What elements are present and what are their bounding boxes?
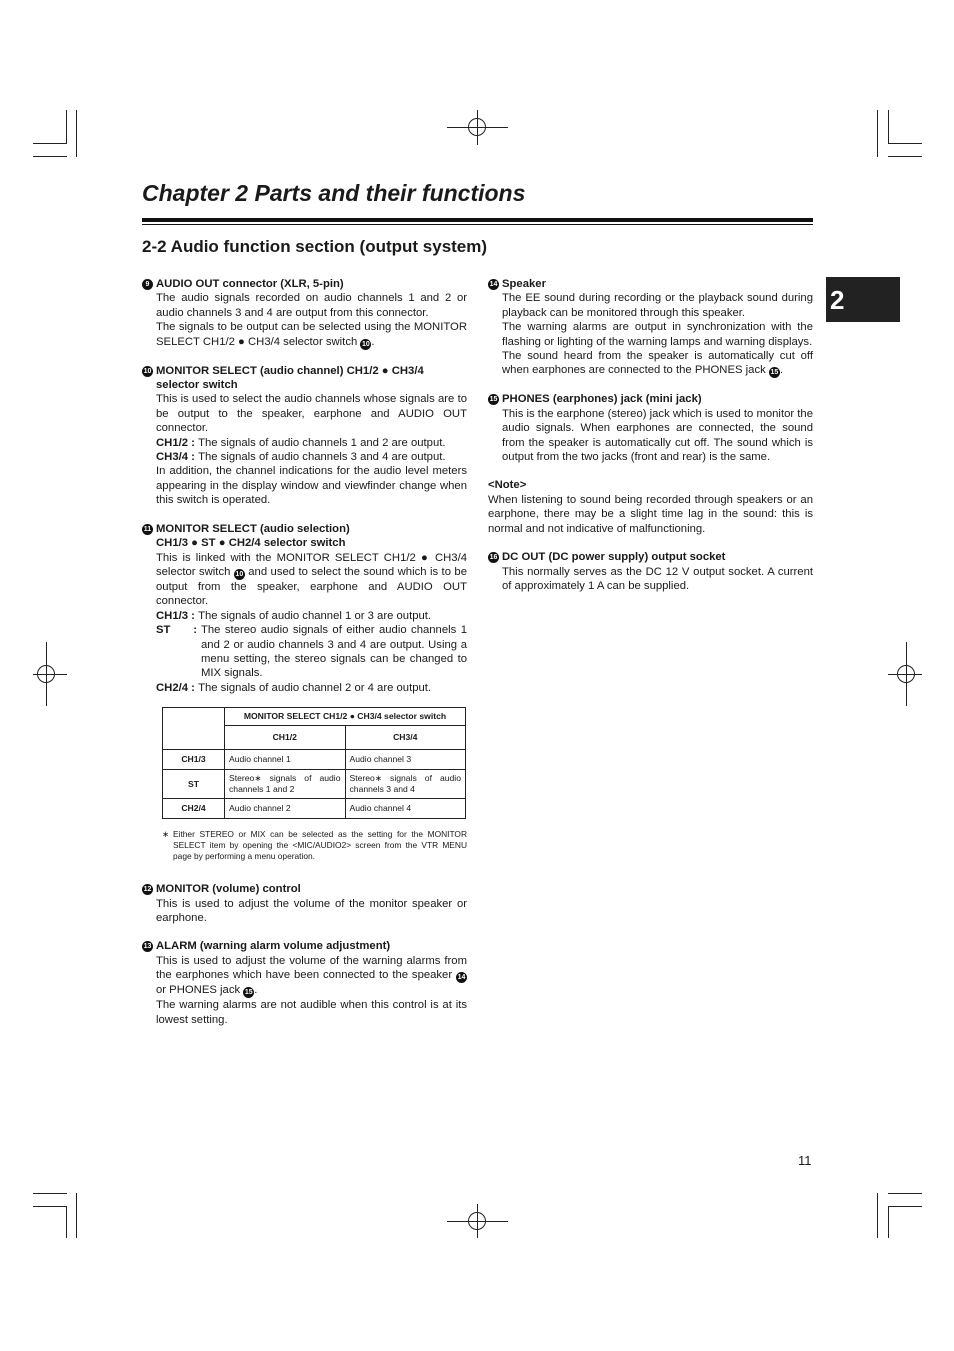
paragraph: This normally serves as the DC 12 V output socket. A current of approximately 1 A can be supplied. (502, 565, 813, 592)
reference-badge: 14 (457, 974, 466, 982)
definition-term: CH2/4 : (156, 681, 195, 694)
table-footnote (162, 829, 467, 862)
footnote-text: Either STEREO or MIX can be selected as the setting for the MONITOR SELECT item by opening the <MIC/AUDIO2> screen from the VTR MENU page by performing a menu operation. (173, 829, 467, 862)
definition-row (156, 436, 467, 450)
crop-mark (33, 143, 67, 144)
item-heading (488, 392, 813, 406)
text: and used to select the sound which is to be output from the speaker, earphone and AUDIO OUT connector. (156, 565, 467, 608)
registration-mark (37, 665, 55, 683)
item-heading (142, 939, 467, 953)
item-number-badge: 13 (143, 943, 152, 951)
paragraph: This is the earphone (stereo) jack which is used to monitor the audio signals. When earphones are connected, the sound from the speaker is automatically cut off. The sound which is output from the two jacks (front and rear) is the same. (502, 407, 813, 464)
definition-term: CH1/2 : (156, 436, 195, 449)
item-number-badge: 15 (489, 396, 498, 404)
paragraph: This is used to select the audio channels whose signals are to be output to the speaker, earphone and AUDIO OUT connector. (156, 393, 467, 435)
paragraph: The EE sound during recording or the playback sound during playback can be monitored through this speaker. (502, 292, 813, 319)
item-alarm (142, 939, 467, 1027)
monitor-select-table (162, 707, 466, 819)
crop-mark (888, 1206, 922, 1207)
bullet-dot-icon: ● (381, 364, 389, 377)
text: or PHONES jack (156, 984, 241, 997)
crop-mark (877, 1193, 878, 1238)
item-dc-out (488, 550, 813, 593)
section-title: 2-2 Audio function section (output system) (142, 237, 488, 256)
crop-mark (888, 110, 889, 144)
chapter-tab: 2 (826, 277, 900, 322)
bullet-dot-icon: ● (191, 537, 198, 550)
table-row-header: CH1/3 (163, 750, 225, 770)
table-header-cell: CH3/4 (345, 726, 466, 750)
item-number-badge: 10 (143, 367, 152, 375)
item-monitor-volume (142, 882, 467, 925)
definition-term (156, 623, 201, 681)
item-body (142, 392, 467, 507)
crop-mark (66, 1206, 67, 1238)
table-row-header: CH2/4 (163, 799, 225, 819)
item-number-badge: 11 (143, 525, 152, 533)
definition-row (156, 450, 467, 464)
crop-mark (888, 156, 922, 157)
text: This is linked with the MONITOR SELECT CH1/2 (156, 551, 416, 564)
item-body (488, 565, 813, 594)
paragraph (502, 349, 813, 378)
crop-mark (888, 1193, 922, 1194)
item-body (142, 954, 467, 1027)
bullet-dot-icon: ● (349, 711, 355, 722)
registration-mark (468, 1212, 486, 1230)
item-heading (488, 277, 813, 291)
definition-text: The stereo audio signals of either audio channels 1 and 2 or audio channels 3 and 4 are output. Using a menu setting, the stereo signals can be changed to MIX signals. (201, 624, 467, 680)
crop-mark (33, 156, 67, 157)
definition-row (156, 623, 467, 681)
item-heading (142, 277, 467, 291)
crop-mark (888, 143, 922, 144)
table-row (163, 770, 466, 799)
text: The sound heard from the speaker is automatically cut off when earphones are connected to the PHONES jack (502, 350, 813, 377)
item-audio-out (142, 277, 467, 350)
item-number-badge: 16 (489, 554, 498, 562)
item-title: CH3/4 selector switch (156, 364, 424, 392)
item-body (142, 291, 467, 349)
text: MONITOR SELECT CH1/2 (243, 711, 348, 722)
table-cell: Audio channel 4 (345, 799, 466, 819)
table-row-header: ST (163, 770, 225, 799)
right-column (488, 277, 813, 607)
item-number-badge: 14 (489, 281, 498, 288)
item-heading (142, 882, 467, 896)
text: CH3/4 selector switch (357, 711, 447, 722)
definition-term: CH1/3 : (156, 609, 195, 622)
text: This is used to adjust the volume of the warning alarms from the earphones which have been connected to the speaker (156, 954, 467, 982)
left-column (142, 277, 467, 1041)
item-body (142, 897, 467, 926)
definition-text: The signals of audio channels 1 and 2 are output. (198, 436, 446, 449)
item-title: MONITOR SELECT (audio selection) (156, 522, 350, 535)
bullet-dot-icon: ● (238, 335, 245, 348)
item-monitor-select-audio (142, 522, 467, 862)
header-rule (142, 224, 813, 225)
reference-badge: 15 (244, 989, 253, 997)
bullet-dot-icon: ● (420, 551, 430, 564)
table-cell: Audio channel 3 (345, 750, 466, 770)
reference-badge: 10 (235, 570, 244, 578)
item-title: Speaker (502, 278, 546, 290)
item-title: PHONES (earphones) jack (mini jack) (502, 393, 702, 406)
definition-text: The signals of audio channel 1 or 3 are output. (198, 609, 432, 622)
bullet-dot-icon: ● (218, 537, 226, 550)
table-row (163, 799, 466, 819)
definition-term: CH3/4 : (156, 451, 195, 464)
text: The signals to be output can be selected using the MONITOR SELECT CH1/2 (156, 321, 467, 348)
definition-text: The signals of audio channels 3 and 4 are output. (198, 451, 446, 464)
table-header-cell: CH1/2 (225, 726, 346, 750)
item-heading (142, 522, 467, 551)
table-cell: Audio channel 2 (225, 799, 346, 819)
paragraph (156, 320, 467, 349)
item-speaker (488, 277, 813, 378)
reference-badge: 15 (770, 369, 779, 377)
item-number-badge: 9 (142, 279, 153, 290)
table-header-cell (225, 708, 466, 726)
crop-mark (66, 110, 67, 144)
asterisk-icon: ∗ (162, 829, 170, 840)
text: . (254, 984, 258, 997)
crop-mark (33, 1193, 67, 1194)
crop-mark (76, 110, 77, 157)
table-corner-cell (163, 708, 225, 750)
item-body (488, 407, 813, 465)
item-body (142, 551, 467, 696)
item-title: ALARM (warning alarm volume adjustment) (156, 940, 391, 953)
table-cell: Stereo∗ signals of audio channels 1 and 2 (225, 770, 346, 799)
item-title: AUDIO OUT connector (XLR, 5-pin) (156, 278, 344, 290)
item-title: MONITOR (volume) control (156, 883, 301, 896)
text: CH3/4 selector switch (156, 551, 467, 578)
item-body (488, 291, 813, 378)
crop-mark (888, 1206, 889, 1238)
chapter-title: Chapter 2 Parts and their functions (142, 180, 526, 206)
registration-mark (468, 118, 486, 136)
item-title: MONITOR SELECT (audio channel) CH1/2 (156, 364, 379, 377)
page-number: 11 (798, 1153, 812, 1168)
paragraph: The audio signals recorded on audio channels 1 and 2 or audio channels 3 and 4 are output from this connector. (156, 292, 467, 319)
table-cell: Stereo∗ signals of audio channels 3 and 4 (345, 770, 466, 799)
header-rule (142, 218, 813, 222)
paragraph: The warning alarms are output in synchronization with the flashing or lighting of the warning lamps and warning displays. (502, 321, 813, 348)
definition-text: The signals of audio channel 2 or 4 are output. (198, 681, 432, 694)
registration-mark (897, 665, 915, 683)
table-cell: Audio channel 1 (225, 750, 346, 770)
paragraph (156, 551, 467, 609)
definition-row (156, 681, 467, 695)
item-title: DC OUT (DC power supply) output socket (502, 551, 726, 564)
item-phones-jack (488, 392, 813, 464)
note-heading: <Note> (488, 479, 527, 492)
text: : (193, 624, 197, 637)
item-heading (142, 364, 467, 393)
item-title: ST (201, 537, 216, 550)
table-header-row (163, 708, 466, 726)
text: CH3/4 selector switch (248, 335, 358, 348)
item-title: CH1/3 (156, 537, 189, 550)
item-title: CH2/4 selector switch (228, 537, 346, 550)
table-row (163, 750, 466, 770)
text: . (779, 364, 784, 377)
paragraph (156, 954, 467, 998)
note-text: When listening to sound being recorded through speakers or an earphone, there may be a slight time lag in the sound: this is normal and not indicative of malfunctioning. (488, 493, 813, 535)
reference-badge: 10 (362, 340, 370, 348)
item-monitor-select-channel (142, 364, 467, 508)
paragraph: The warning alarms are not audible when this control is at its lowest setting. (156, 999, 467, 1026)
crop-mark (877, 110, 878, 157)
paragraph: In addition, the channel indications for the audio level meters appearing in the display window and viewfinder change when this switch is operated. (156, 465, 467, 507)
definition-row (156, 609, 467, 623)
item-number-badge: 12 (143, 886, 152, 894)
paragraph: This is used to adjust the volume of the monitor speaker or earphone. (156, 897, 467, 924)
crop-mark (76, 1193, 77, 1238)
text: . (371, 335, 375, 348)
text: ST (156, 624, 171, 637)
item-heading (488, 550, 813, 564)
crop-mark (33, 1206, 67, 1207)
